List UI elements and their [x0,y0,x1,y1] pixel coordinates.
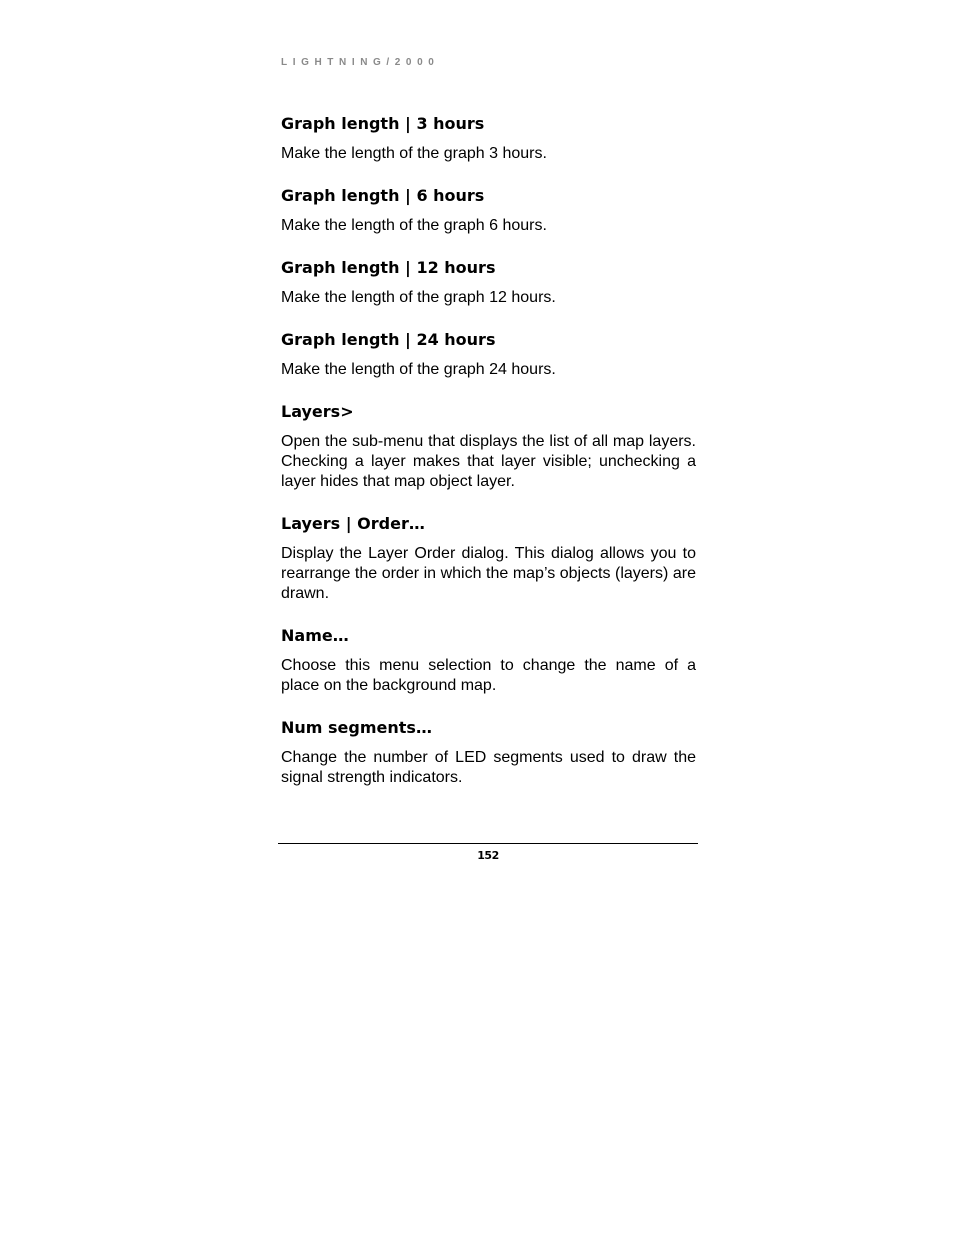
entry-graph-length-3-hours [281,114,696,164]
entry-description: Change the number of LED segments used to draw the signal strength indicators. [281,749,696,786]
entry-title: Layers> [281,402,354,421]
entry-title: Layers | Order… [281,514,425,533]
entry-description: Make the length of the graph 3 hours. [281,145,547,162]
entry-layers-order [281,514,696,604]
entry-name [281,626,696,696]
running-header: LIGHTNING/2000 [281,57,440,68]
entry-title: Graph length | 3 hours [281,114,485,133]
entry-layers [281,402,696,492]
entry-title: Num segments… [281,718,432,737]
entry-graph-length-24-hours [281,330,696,380]
entry-description: Choose this menu selection to change the name of a place on the background map. [281,657,696,694]
entry-description: Open the sub-menu that displays the list of all map layers. Checking a layer makes that layer visible; unchecking a layer hides that map object layer. [281,433,696,490]
entry-description: Display the Layer Order dialog. This dialog allows you to rearrange the order in which the map’s objects (layers) are drawn. [281,545,696,602]
entry-graph-length-6-hours [281,186,696,236]
footer-divider [278,843,698,844]
page-number: 152 [477,849,499,862]
entry-title: Graph length | 24 hours [281,330,496,349]
entry-title: Graph length | 6 hours [281,186,485,205]
entry-title: Graph length | 12 hours [281,258,496,277]
entry-title: Name… [281,626,349,645]
menu-reference-content [281,114,696,810]
entry-description: Make the length of the graph 12 hours. [281,289,556,306]
entry-description: Make the length of the graph 24 hours. [281,361,556,378]
entry-description: Make the length of the graph 6 hours. [281,217,547,234]
entry-num-segments [281,718,696,788]
entry-graph-length-12-hours [281,258,696,308]
